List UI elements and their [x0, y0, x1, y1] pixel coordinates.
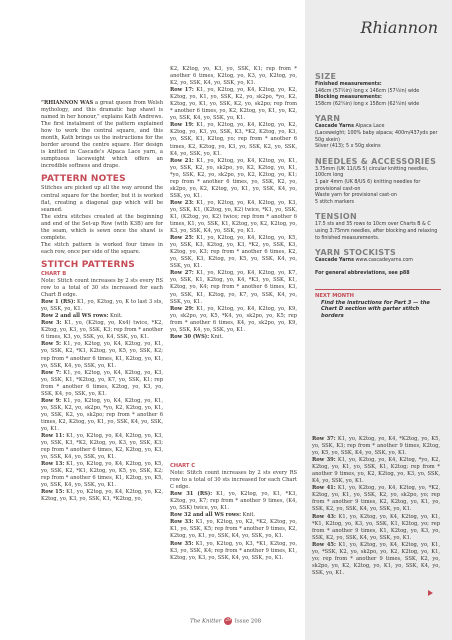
finished-measurements: 146cm (57½in) long x 146cm (57½in) wide	[315, 88, 420, 94]
pattern-row	[312, 542, 440, 577]
column-2	[170, 66, 297, 341]
pattern-row	[170, 491, 297, 512]
row-instructions: K1, yo, K2tog, yo, K4, K2tog, yo, K2, K2tog, yo, K3, yo, SSK, K3, *K2, K2tog, yo, K3, yo, SSK, K1, K2tog, yo; rep from * another 6 times, K2, K2tog, yo, K3, yo, SSK, K2, yo, SSK, K4, yo, SSK, yo, K1.	[170, 122, 297, 157]
row-instructions: K1, yo, K2tog, yo, K4, K2tog, yo, K1, yo, SSK, K2, yo, sk2po, *yo, K2, K2tog, yo, K1, yo, SSK, K2, yo, sk2po; rep from * another 6 times, K2, K2tog, yo, K1, yo, SSK, K4, yo, SSK, yo, K1.	[41, 397, 163, 432]
page-footer	[190, 617, 261, 625]
stockist-url[interactable]: www.cascadeyarns.com	[353, 258, 413, 264]
row-label: Row 1 (RS):	[41, 299, 76, 306]
row-label: Row 30 (WS):	[170, 333, 210, 340]
stitch-patterns-heading: STITCH PATTERNS	[41, 259, 135, 270]
pattern-row	[170, 235, 297, 270]
chart-c-heading: CHART C	[170, 463, 196, 469]
yarn-brand: Cascade Yarns	[315, 124, 354, 130]
pattern-row	[312, 436, 440, 457]
row-label: Row 41:	[312, 485, 336, 492]
row-label: Row 7:	[41, 369, 62, 376]
stockists-heading: YARN STOCKISTS	[315, 248, 397, 258]
row-label: Row 11:	[41, 433, 65, 440]
row-instructions: Knit.	[108, 313, 123, 320]
chart-c-section	[170, 462, 297, 562]
needle-item-1: 3.75mm (UK 11/US 5) circular knitting needles, 100cm long	[315, 166, 429, 179]
row-label: Row 23:	[170, 199, 194, 206]
pattern-row	[170, 87, 297, 122]
row-instructions: K1, yo, K2tog, yo, K4, K2tog, yo, K3, yo, SSK, K1, (K2tog, yo, K2) twice, *K1, yo, SSK, K1, (K2tog, yo, K2) twice; rep from * another 6 times, K1, yo, SSK, K1, K2tog, yo, K2, K2tog, yo, K3, yo, SSK, K4, yo, SSK, yo, K1.	[170, 199, 297, 235]
row-label: Row 15:	[41, 489, 65, 496]
chart-c-rows-continued	[312, 436, 440, 577]
row-label: Row 3:	[41, 320, 62, 327]
row-label: Row 27:	[170, 270, 194, 277]
finished-label: Finished measurements:	[315, 82, 382, 87]
row-label: Row 21:	[170, 157, 194, 164]
row-label: Row 32 and all WS rows:	[170, 512, 241, 519]
chart-b-rows-continued	[170, 66, 297, 341]
row-label: Row 43:	[312, 513, 336, 520]
pattern-row	[41, 320, 163, 341]
intro-paragraph	[41, 100, 163, 170]
row-label: Row 9:	[41, 397, 62, 404]
needle-item-4: 5 stitch markers	[315, 199, 354, 205]
blocking-measurements: 158cm (62¼in) long x 158cm (62¼in) wide	[315, 101, 420, 107]
pattern-info	[315, 72, 441, 320]
row-instructions: K1, yo, K2tog, yo, K4, K2tog, yo, K2, K2tog, yo, K3, yo, SSK, K1, *K2tog, yo,	[41, 489, 164, 503]
pattern-row	[170, 122, 297, 157]
pattern-row	[41, 433, 163, 461]
row-instructions: K1, yo, K2tog, yo, K4, K2tog, yo, K1, yo, SSK, K2, *K1, K2tog, yo, K5, yo, SSK, K2; rep from * another 6 times, K1, K2tog, yo, K1, yo, SSK, K4, yo, SSK, yo, K1.	[41, 341, 163, 369]
chart-c-rows	[170, 491, 297, 561]
row-label: Row 29:	[170, 305, 194, 312]
row-instructions: K1, yo, K2tog, yo, K4, K2tog, yo, K5, yo, SSK, K2, *K1, K2tog, yo, K5, yo, SSK, K2; rep from * another 6 times, K1, K2tog, yo, K5, yo, SSK, K4, yo, SSK, yo, K1.	[41, 461, 164, 489]
pattern-row	[41, 341, 163, 369]
yarn-shade: Silver (413); 5 x 50g skeins	[315, 144, 381, 150]
pattern-row	[170, 334, 297, 341]
pattern-row	[170, 200, 297, 235]
intro-lead: “RHIANNON WAS	[41, 100, 94, 106]
row-instructions: K1, yo, (K2tog, yo, Kx4) twice, *K2, K2tog, yo, K3, yo, SSK, K3; rep from * another 6 times, K3, yo, SSK, yo, K4, SSK, yo, K1.	[41, 320, 163, 341]
row-instructions: K1, yo, K2tog, yo, K4, K2tog, yo, K3, yo, SSK, K3, *K2, K2tog, yo, K3, yo, SSK, K3; rep from * another 6 times, K2, K2tog, yo, K3, yo, SSK, K4, yo, SSK, yo, K1.	[41, 433, 164, 461]
pattern-row	[170, 66, 297, 87]
column-1	[41, 100, 163, 503]
pattern-row	[41, 398, 163, 433]
pattern-row	[41, 299, 163, 313]
pattern-row	[312, 457, 440, 485]
row-label: Row 45:	[312, 541, 336, 548]
next-month-heading: NEXT MONTH	[315, 293, 355, 300]
pattern-title: Rhiannon	[360, 18, 438, 37]
notes-paragraph-3: The stitch pattern is worked four times in each row, once per side of the square.	[41, 241, 163, 255]
row-label: Row 17:	[170, 87, 194, 94]
tension-heading: TENSION	[315, 212, 357, 222]
notes-paragraph-2: The extra stitches created at the beginning and end of the Set-up Row (with K3B) are for the seam, which is sewn once the shawl is complete.	[41, 213, 163, 241]
page-number: 29	[225, 618, 231, 623]
pattern-row	[41, 370, 163, 398]
blocking-label: Blocking measurements:	[315, 95, 382, 101]
row-instructions: K1, yo, K2tog, yo, K4, K2tog, yo, K1, yo, SSK, K2, yo, sk2po, yo, K2, K2tog, yo, K1, *yo, SSK, K2, yo, sk2po, yo, K2, K2tog, yo, K1; rep from * another 6 times, yo, SSK, K2, yo, sk2po, yo, K2, K2tog, yo, K1, yo, SSK, K4, yo, SSK, yo, K1.	[170, 157, 297, 199]
row-instructions: K1, yo, K2tog, yo, K4, K2tog, yo, K3, yo, SSK, K1, *K2tog, yo, K7, yo, SSK, K1; rep from * another 6 times, K2tog, yo, K3, yo, SSK, K4, yo, SSK, yo, K1.	[41, 369, 163, 397]
magazine-name: The Knitter	[190, 618, 222, 625]
pattern-notes-heading: PATTERN NOTES	[41, 174, 126, 185]
notes-paragraph-1: Stitches are picked up all the way around the central square for the border, but it is worked flat, creating a diagonal gap which will be seamed.	[41, 185, 163, 213]
yarn-heading: YARN	[315, 114, 341, 124]
row-instructions: K1, yo, K2tog, yo, K4, K2tog, yo, *K2, K2tog, yo, K1, yo, SSK, K2, yo, sk2po, yo; rep from * another 9 times, K2, K2tog, yo, K1, yo, SSK, K2, yo, SSK, K4, yo, SSK, yo, K1.	[312, 485, 441, 513]
row-label: Row 33:	[170, 519, 194, 526]
row-instructions: K1, yo, K2tog, yo, K3, *K1, K2tog, yo, K3, yo, SSK, K4; rep from * another 9 times, K1, K2tog, yo, K3, yo, SSK, K4, yo, SSK, yo, K1.	[170, 540, 298, 561]
row-instructions: Knit.	[209, 333, 224, 340]
chart-b-rows	[41, 299, 163, 503]
pattern-row	[170, 270, 297, 305]
intro-text: a great queen from Welsh mythology, and this dramatic hap shawl is named in her honour,” explains Kath Andrews. The first instalment of the pattern explained how to work the central square, and this month, Kath brings us the instructions for the border around the centre square. Her design is knitted in Cascade’s Alpaca Lace yarn, a sumptuous laceweight which offers an incredible softness and drape.	[41, 100, 163, 170]
row-label: Row 35:	[170, 540, 194, 547]
row-instructions: K1, yo, K2tog, yo, K1, *K3, K2tog, yo, K7; rep from * another 9 times, (K4, yo, SSK) twice, yo, K1.	[170, 491, 297, 512]
row-instructions: K1, yo, K2tog, yo, K4, *K2tog, yo, K5, yo, SSK, K3; rep from * another 9 times, K2tog, yo, K5, yo, SSK, K4, yo, SSK, yo, K1.	[312, 436, 441, 457]
row-label: Row 37:	[312, 436, 336, 442]
row-instructions: K1, yo, K2tog, yo, K2, *K2, K2tog, yo, K1, yo, SSK, K5; rep from * another 9 times, K2, K2tog, yo, K1, yo, SSK, K4, yo, SSK, yo, K1.	[170, 519, 298, 540]
next-month-text: Find the instructions for Part 3 — the Chart D section with garter stitch borders	[321, 299, 430, 320]
row-instructions: K1, yo, K2tog, yo, K4, K2tog, yo, K5, yo, SSK, K3, K2tog, yo, K3, *K2, yo, SSK, K3, K2tog, yo, K3; rep from * another 6 times, K2, yo, SSK, K3, K2tog, yo, K5, yo, SSK, K4, yo, SSK, yo, K1.	[170, 235, 297, 270]
stockist-brand: Cascade Yarns	[315, 258, 354, 264]
chart-b-heading: CHART B	[41, 270, 67, 277]
row-instructions: K1, yo, K2tog, yo, K4, K2tog, yo, K1, yo, *SSK, K2, yo, sk2po, yo, K2, K2tog, yo, K1, yo; rep from * another 9 times, SSK, K2, yo, sk2po, yo, K2, K2tog, yo, K1, yo, SSK, K4, yo, SSK, yo, K1.	[312, 541, 440, 576]
pattern-row	[170, 519, 297, 540]
row-instructions: K1, yo, K2tog, yo, K4, K2tog, *yo, K2, K2tog, yo, K1, yo, SSK, K1, K2tog; rep from * another 9 times, yo, K2, K2tog, yo, K3, yo, SSK, K4, yo, SSK, yo, K1.	[312, 457, 441, 485]
row-instructions: K1, yo, K2tog, yo, K to last 3 sts, yo, SSK, yo, K1.	[41, 299, 164, 313]
needle-item-3: Waste yarn for provisional cast-on	[315, 193, 397, 199]
pattern-row	[170, 541, 297, 562]
yarn-name: Alpaca Lace	[353, 124, 385, 130]
row-instructions: K1, yo, K2tog, yo, K4, K2tog, yo, K1, *K1, K2tog, yo, K3, yo, SSK, K1, K2tog, yo; rep from * another 9 times, K1, K2tog, yo, K3, yo, SSK, K2, yo, SSK, K4, yo, SSK, yo, K1.	[312, 513, 440, 541]
pattern-row	[41, 489, 163, 503]
pattern-row	[170, 512, 297, 519]
row-instructions: K1, yo, K2tog, yo, K4, K2tog, yo, K9, yo, sk2po, yo, K5, *K4, yo, sk2po, yo, K5; rep from * another 6 times, K4, yo, sk2po, yo, K9, yo, SSK, K4, yo, SSK, yo, K1.	[170, 305, 297, 333]
continue-arrow-icon	[428, 590, 433, 596]
size-heading: SIZE	[315, 72, 337, 81]
row-instructions: Knit.	[240, 512, 256, 519]
pattern-row	[312, 514, 440, 542]
yarn-description: (Laceweight; 100% baby alpaca; 400m/437yds per 50g skein)	[315, 130, 438, 143]
chart-b-note: Note: Stitch count increases by 2 sts every RS row to a total of 30 sts increased for each Chart B edge.	[41, 277, 163, 299]
row-label: Row 5:	[41, 341, 62, 348]
next-month-box	[315, 289, 441, 319]
pattern-row	[312, 485, 440, 513]
needles-heading: NEEDLES & ACCESSORIES	[315, 156, 437, 166]
row-label: Row 25:	[170, 235, 194, 242]
pattern-row	[41, 461, 163, 489]
row-label: Row 2 and all WS rows:	[41, 313, 109, 320]
row-instructions: K1, yo, K2tog, yo, K4, K2tog, yo, K7, yo, SSK, K1, K2tog, yo, K4, *K3, yo, SSK, K1, K2tog, yo, K4; rep from * another 6 times, K3, yo, SSK, K1, K2tog, yo, K7, yo, SSK, K4, yo, SSK, yo, K1.	[170, 270, 297, 305]
row-instructions: K1, yo, K2tog, yo, K4, K2tog, yo, K2, K2tog, yo, K1, yo, SSK, K2, yo, sk2po, *yo, K2, K2tog, yo, K1, yo, SSK, K2, yo, sk2po; rep from * another 6 times, yo, K2, K2tog, yo, K1, yo, K2, yo, SSK, K4, yo, SSK, yo, K1.	[170, 87, 297, 122]
column-3	[312, 436, 440, 577]
chart-c-note: Note: Stitch count increases by 2 sts every RS row to a total of 30 sts increased for each Chart C edge.	[170, 470, 297, 491]
row-instructions: K2, K2tog, yo, K3, yo, SSK, K1; rep from * another 6 times, K2tog, yo, K3, yo, K2tog, yo, K2, yo, SSK, K4, yo, SSK, yo, K1.	[170, 66, 297, 87]
abbreviations-note: For general abbreviations, see p88	[315, 270, 410, 276]
pattern-row	[170, 306, 297, 334]
row-label: Row 31 (RS):	[170, 491, 213, 498]
needle-item-2: 1 pair 4mm (UK 8/US 6) knitting needles for provisional cast-on	[315, 179, 421, 192]
row-label: Row 19:	[170, 122, 194, 129]
pattern-row	[170, 158, 297, 200]
row-label: Row 39:	[312, 457, 336, 464]
row-label: Row 13:	[41, 461, 65, 468]
tension-text: 17.5 sts and 35 rows to 10cm over Charts B & C using 3.75mm needles, after blocking and relaxing to finished measurements.	[315, 222, 438, 241]
issue-number: Issue 208	[234, 618, 262, 625]
